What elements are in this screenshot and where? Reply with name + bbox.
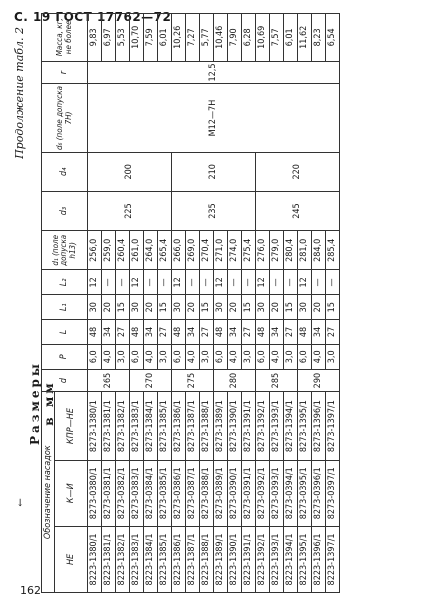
sizes-title: Размеры в мм: [28, 361, 56, 445]
cell-d1: 285,4: [326, 231, 340, 270]
cell-l2: 12: [88, 270, 102, 295]
cell-mass: 7,59: [144, 14, 158, 62]
cell-ki: 8273-0381/1: [102, 460, 116, 526]
col-header-kprne: КПР—НЕ: [55, 392, 88, 460]
cell-l1: 15: [242, 295, 256, 320]
cell-kprne: 8273-1397/1: [326, 392, 340, 460]
cell-kprne: 8273-1381/1: [102, 392, 116, 460]
col-header-r: r: [42, 61, 88, 84]
cell-d4: 200: [88, 152, 172, 191]
cell-d1: 280,4: [284, 231, 298, 270]
cell-l2: —: [102, 270, 116, 295]
cell-d1: 281,0: [298, 231, 312, 270]
cell-ne: 8223-1389/1: [214, 526, 228, 592]
cell-ne: 8223-1385/1: [158, 526, 172, 592]
cell-p: 6,0: [298, 344, 312, 369]
cell-d1: 265,4: [158, 231, 172, 270]
cell-l2: —: [228, 270, 242, 295]
cell-p: 3,0: [200, 344, 214, 369]
page-number: 162: [20, 584, 41, 597]
cell-l1: 15: [200, 295, 214, 320]
cell-ne: 8223-1390/1: [228, 526, 242, 592]
cell-l1: 20: [186, 295, 200, 320]
cell-d4: 220: [256, 152, 340, 191]
cell-mass: 7,90: [228, 14, 242, 62]
cell-ki: 8273-0396/1: [312, 460, 326, 526]
cell-kprne: 8273-1385/1: [158, 392, 172, 460]
cell-ki: 8273-0383/1: [130, 460, 144, 526]
cell-l1: 30: [172, 295, 186, 320]
cell-ki: 8273-0387/1: [186, 460, 200, 526]
cell-d: 265: [88, 369, 130, 392]
cell-l1: 30: [298, 295, 312, 320]
cell-p: 6,0: [88, 344, 102, 369]
cell-l1: 20: [228, 295, 242, 320]
cell-d: 280: [214, 369, 256, 392]
cell-kprne: 8273-1386/1: [172, 392, 186, 460]
col-header-mass: Масса, кг, не более: [42, 14, 88, 62]
cell-kprne: 8273-1382/1: [116, 392, 130, 460]
cell-ki: 8273-0391/1: [242, 460, 256, 526]
cell-d1: 266,0: [172, 231, 186, 270]
cell-ne: 8223-1380/1: [88, 526, 102, 592]
cell-p: 3,0: [326, 344, 340, 369]
cell-ki: 8273-0380/1: [88, 460, 102, 526]
cell-ne: 8223-1391/1: [242, 526, 256, 592]
cell-l: 48: [172, 320, 186, 345]
col-header-d: d: [42, 369, 88, 392]
col-header-l: L: [42, 320, 88, 345]
cell-mass: 6,97: [102, 14, 116, 62]
cell-d3: 245: [256, 191, 340, 230]
col-header-ne: НЕ: [55, 526, 88, 592]
cell-l2: —: [144, 270, 158, 295]
cell-kprne: 8273-1395/1: [298, 392, 312, 460]
cell-l2: —: [186, 270, 200, 295]
cell-l: 27: [200, 320, 214, 345]
cell-ne: 8223-1396/1: [312, 526, 326, 592]
cell-d6: М12—7Н: [88, 84, 340, 152]
cell-kprne: 8273-1391/1: [242, 392, 256, 460]
cell-l1: 30: [88, 295, 102, 320]
cell-ne: 8223-1395/1: [298, 526, 312, 592]
cell-l1: 20: [270, 295, 284, 320]
cell-mass: 10,70: [130, 14, 144, 62]
cell-p: 3,0: [284, 344, 298, 369]
table-row: [88, 14, 102, 593]
cell-mass: 10,26: [172, 14, 186, 62]
cell-ki: 8273-0397/1: [326, 460, 340, 526]
cell-d1: 276,0: [256, 231, 270, 270]
cell-ne: 8223-1392/1: [256, 526, 270, 592]
cell-p: 6,0: [172, 344, 186, 369]
cell-ki: 8273-0388/1: [200, 460, 214, 526]
cell-l2: —: [284, 270, 298, 295]
cell-l1: 15: [284, 295, 298, 320]
cell-d3: 235: [172, 191, 256, 230]
designation-group-header: Обозначение насадок: [42, 392, 55, 593]
cell-p: 4,0: [270, 344, 284, 369]
cell-p: 3,0: [158, 344, 172, 369]
side-mark: ↓: [16, 498, 25, 509]
col-header-d3: d₃: [42, 191, 88, 230]
cell-l: 27: [116, 320, 130, 345]
cell-ki: 8273-0394/1: [284, 460, 298, 526]
cell-ki: 8273-0395/1: [298, 460, 312, 526]
cell-l: 27: [158, 320, 172, 345]
cell-r: 12,5: [88, 61, 340, 84]
col-header-d6: d₆ (поле допуска 7H): [42, 84, 88, 152]
cell-mass: 11,62: [298, 14, 312, 62]
page-header: С. 19 ГОСТ 17762—72: [14, 10, 172, 24]
cell-l: 48: [88, 320, 102, 345]
cell-d: 290: [298, 369, 340, 392]
cell-l2: —: [116, 270, 130, 295]
cell-d1: 264,0: [144, 231, 158, 270]
cell-d1: 271,0: [214, 231, 228, 270]
cell-l: 48: [130, 320, 144, 345]
cell-l2: 12: [298, 270, 312, 295]
cell-d: 270: [130, 369, 172, 392]
cell-kprne: 8273-1393/1: [270, 392, 284, 460]
cell-l: 27: [326, 320, 340, 345]
cell-p: 4,0: [312, 344, 326, 369]
cell-l: 27: [284, 320, 298, 345]
cell-d1: 269,0: [186, 231, 200, 270]
cell-l2: 12: [172, 270, 186, 295]
cell-kprne: 8273-1389/1: [214, 392, 228, 460]
cell-ne: 8223-1397/1: [326, 526, 340, 592]
dimensions-table: [41, 13, 340, 593]
cell-l1: 15: [116, 295, 130, 320]
cell-d: 275: [172, 369, 214, 392]
cell-ne: 8223-1387/1: [186, 526, 200, 592]
cell-mass: 7,27: [186, 14, 200, 62]
col-header-l2: L₂: [42, 270, 88, 295]
cell-l: 48: [298, 320, 312, 345]
cell-l: 34: [186, 320, 200, 345]
cell-ki: 8273-0384/1: [144, 460, 158, 526]
cell-l2: —: [158, 270, 172, 295]
cell-mass: 7,57: [270, 14, 284, 62]
cell-mass: 9,83: [88, 14, 102, 62]
cell-ki: 8273-0390/1: [228, 460, 242, 526]
cell-p: 4,0: [144, 344, 158, 369]
cell-l2: —: [270, 270, 284, 295]
cell-d3: 225: [88, 191, 172, 230]
cell-d1: 275,4: [242, 231, 256, 270]
col-header-d1: d₁ (поле допуска h13): [42, 231, 88, 270]
cell-mass: 8,23: [312, 14, 326, 62]
cell-mass: 5,77: [200, 14, 214, 62]
cell-l: 48: [214, 320, 228, 345]
cell-l2: 12: [130, 270, 144, 295]
cell-kprne: 8273-1394/1: [284, 392, 298, 460]
cell-ki: 8273-0393/1: [270, 460, 284, 526]
cell-l1: 30: [256, 295, 270, 320]
cell-kprne: 8273-1384/1: [144, 392, 158, 460]
cell-l: 34: [144, 320, 158, 345]
cell-l: 34: [312, 320, 326, 345]
cell-d1: 256,0: [88, 231, 102, 270]
cell-p: 4,0: [186, 344, 200, 369]
cell-d4: 210: [172, 152, 256, 191]
cell-l2: —: [200, 270, 214, 295]
col-header-p: P: [42, 344, 88, 369]
cell-l2: 12: [214, 270, 228, 295]
cell-p: 6,0: [214, 344, 228, 369]
cell-p: 4,0: [102, 344, 116, 369]
cell-p: 4,0: [228, 344, 242, 369]
cell-ne: 8223-1383/1: [130, 526, 144, 592]
cell-l: 34: [270, 320, 284, 345]
cell-mass: 6,28: [242, 14, 256, 62]
cell-mass: 10,46: [214, 14, 228, 62]
cell-ne: 8223-1382/1: [116, 526, 130, 592]
cell-d: 285: [256, 369, 298, 392]
table-continuation-label: Продолжение табл. 2: [13, 27, 26, 159]
cell-ne: 8223-1386/1: [172, 526, 186, 592]
cell-ne: 8223-1388/1: [200, 526, 214, 592]
cell-l1: 20: [312, 295, 326, 320]
cell-kprne: 8273-1396/1: [312, 392, 326, 460]
cell-l1: 30: [130, 295, 144, 320]
cell-ne: 8223-1394/1: [284, 526, 298, 592]
col-header-l1: L₁: [42, 295, 88, 320]
cell-d1: 284,0: [312, 231, 326, 270]
cell-l2: —: [312, 270, 326, 295]
cell-mass: 10,69: [256, 14, 270, 62]
cell-l1: 20: [144, 295, 158, 320]
cell-d1: 259,0: [102, 231, 116, 270]
cell-l: 27: [242, 320, 256, 345]
cell-l2: 12: [256, 270, 270, 295]
cell-p: 3,0: [116, 344, 130, 369]
cell-l: 48: [256, 320, 270, 345]
cell-ne: 8223-1381/1: [102, 526, 116, 592]
cell-mass: 6,01: [158, 14, 172, 62]
cell-kprne: 8273-1387/1: [186, 392, 200, 460]
cell-p: 6,0: [130, 344, 144, 369]
cell-kprne: 8273-1380/1: [88, 392, 102, 460]
cell-mass: 6,54: [326, 14, 340, 62]
cell-d1: 261,0: [130, 231, 144, 270]
cell-ki: 8273-0386/1: [172, 460, 186, 526]
cell-kprne: 8273-1390/1: [228, 392, 242, 460]
cell-l2: —: [326, 270, 340, 295]
cell-p: 3,0: [242, 344, 256, 369]
cell-l1: 15: [326, 295, 340, 320]
cell-l1: 20: [102, 295, 116, 320]
cell-ki: 8273-0392/1: [256, 460, 270, 526]
cell-ne: 8223-1393/1: [270, 526, 284, 592]
cell-d1: 279,0: [270, 231, 284, 270]
col-header-ki: К—И: [55, 460, 88, 526]
cell-ki: 8273-0382/1: [116, 460, 130, 526]
cell-ne: 8223-1384/1: [144, 526, 158, 592]
cell-kprne: 8273-1392/1: [256, 392, 270, 460]
cell-d1: 260,4: [116, 231, 130, 270]
rotated-table-area: [13, 5, 426, 595]
cell-ki: 8273-0385/1: [158, 460, 172, 526]
cell-kprne: 8273-1388/1: [200, 392, 214, 460]
cell-l2: —: [242, 270, 256, 295]
cell-kprne: 8273-1383/1: [130, 392, 144, 460]
cell-mass: 5,53: [116, 14, 130, 62]
cell-mass: 6,01: [284, 14, 298, 62]
cell-d1: 270,4: [200, 231, 214, 270]
cell-ki: 8273-0389/1: [214, 460, 228, 526]
cell-l: 34: [228, 320, 242, 345]
cell-l1: 15: [158, 295, 172, 320]
cell-p: 6,0: [256, 344, 270, 369]
cell-d1: 274,0: [228, 231, 242, 270]
cell-l: 34: [102, 320, 116, 345]
cell-l1: 30: [214, 295, 228, 320]
col-header-d4: d₄: [42, 152, 88, 191]
